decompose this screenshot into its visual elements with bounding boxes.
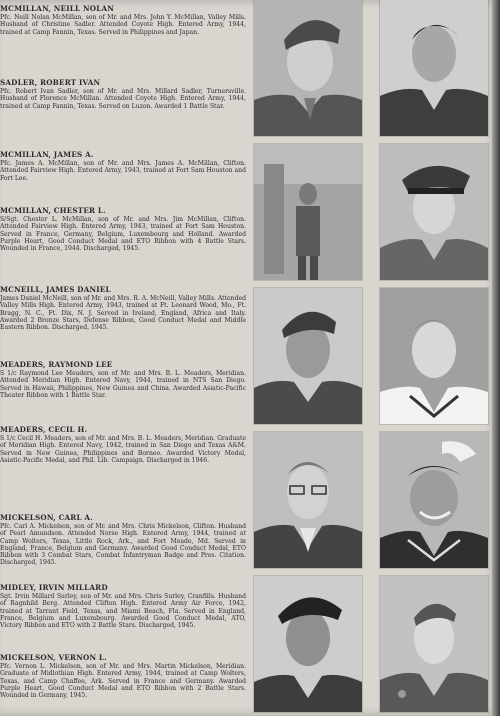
entry-bio: Sgt. Irvin Millard Surley, son of Mr. and Mrs. Chris Surley, Cranfills. Husband of Ragnhild Berg. Attended Clifton High. Entered Army Air Force, 1942, trained at Tarrant Field, Texas, and Miami Beach, Fla. Served in England, France, Belgium and Luxembourg. Awarded Good Conduct Medal, ATO, Victory Ribbon and ETO with 2 Battle Stars. Discharged, 1945.	[0, 593, 246, 629]
entry-name: MCNEILL, JAMES DANIEL	[0, 285, 111, 294]
entry-name: MICKELSON, CARL A.	[0, 513, 93, 522]
page-edge-shadow	[492, 0, 500, 716]
entry-name: MCMILLAN, NEILL NOLAN	[0, 4, 115, 13]
entry-bio: Pfc. Vernon L. Mickelson, son of Mr. and Mrs. Martin Mickelson, Meridian. Graduate of Midlothian High. Entered Army, 1944, trained at Camp Wolters, Texas, and Camp Chaffee, Ark. Served in France and Germany. Awarded Purple Heart, Good Conduct Medal and ETO Ribbon with 2 Battle Stars. Wounded in Germany, 1945.	[0, 663, 246, 699]
entry-bio: S 1/c Cecil H. Meaders, son of Mr. and Mrs. B. L. Meaders, Meridian. Graduate of Meridian High. Entered Navy, 1942, trained in San Diego and Texas A&M. Served in New Guinea, Philippines and Borneo. Awarded Victory Medal, Asiatic-Pacific Medal, and Phil. Lib. Campaign. Discharged in 1946.	[0, 435, 246, 464]
biography-column	[0, 0, 248, 716]
entry-name: SADLER, ROBERT IVAN	[0, 78, 101, 87]
entry-james-a-mcmillan	[0, 150, 246, 202]
entry-chester-l-mcmillan	[0, 206, 246, 282]
portrait-photo	[254, 288, 362, 424]
entry-bio: S 1/c Raymond Lee Meaders, son of Mr. and Mrs. B. L. Meaders, Meridian. Attended Meridian High. Entered Navy, 1944, trained in NTS San Diego. Served in Hawaii, Philippines, New Guinea and China. Awarded Asiatic-Pacific Theater Ribbon with 1 Battle Star.	[0, 370, 246, 399]
entry-name: MCMILLAN, JAMES A.	[0, 150, 94, 159]
entry-name: MEADERS, RAYMOND LEE	[0, 360, 113, 369]
entry-name: MICKELSON, VERNON L.	[0, 653, 107, 662]
entry-name: MIDLEY, IRVIN MILLARD	[0, 583, 108, 592]
entry-bio: Pfc. Neill Nolan McMillan, son of Mr. and Mrs. John Y. McMillan, Valley Mills. Husband of Christine Sadler. Attended Coyote High. Entered Army, 1944, trained at Camp Fannin, Texas. Served in Philippines and Japan.	[0, 14, 246, 36]
entry-bio: James Daniel McNeill, son of Mr. and Mrs. R. A. McNeill, Valley Mills. Attended Valley Mills High. Entered Army, 1943, trained at Ft. Leonard Wood, Mo., Ft. Bragg, N. C., Ft. Dix, N. J. Served in Ireland, England, Africa and Italy. Awarded 2 Bronze Stars, Defense Ribbon, Good Conduct Medal and Middle Eastern Ribbon. Discharged, 1945.	[0, 295, 246, 331]
entry-irvin-millard-surley	[0, 583, 246, 651]
entry-name: MEADERS, CECIL H.	[0, 425, 88, 434]
entry-carl-a-mickelson	[0, 513, 246, 583]
entry-name: MCMILLAN, CHESTER L.	[0, 206, 106, 215]
portrait-photo	[254, 432, 362, 568]
entry-cecil-h-meaders	[0, 425, 246, 505]
entry-vernon-l-mickelson	[0, 653, 246, 713]
entry-james-daniel-mcneill	[0, 285, 246, 357]
portrait-photo	[380, 576, 488, 712]
entry-bio: S/Sgt. Chester L. McMillan, son of Mr. and Mrs. Jim McMillan, Clifton. Attended Fairview High. Entered Army, 1943, trained at Fort Sam Houston. Served in France, Germany, Belgium, Luxembourg and Holland. Awarded Purple Heart, Good Conduct Medal and ETO Ribbon with 4 Battle Stars. Wounded in France, 1944. Discharged, 1945.	[0, 216, 246, 252]
portrait-photo	[380, 432, 488, 568]
entry-bio: Pfc. Robert Ivan Sadler, son of Mr. and Mrs. Millard Sadler, Turnersville. Husband of Florence McMillan. Attended Coyote High. Entered Army, 1944, trained at Camp Fannin, Texas. Served on Luzon. Awarded 1 Battle Star.	[0, 88, 246, 110]
portrait-photo	[380, 0, 488, 136]
portrait-photo	[254, 0, 362, 136]
portrait-photo	[380, 288, 488, 424]
portrait-photo	[254, 576, 362, 712]
portrait-photo	[254, 144, 362, 280]
entry-raymond-lee-meaders	[0, 360, 246, 422]
portrait-photo	[380, 144, 488, 280]
entry-bio: Pfc. Carl A. Mickelson, son of Mr. and Mrs. Chris Mickelson, Clifton. Husband of Pearl Amundson. Attended Norse High. Entered Army, 1944, trained at Camp Wolters, Texas, Little Rock, Ark., and Fort Meade, Md. Served in England, France, Belgium and Germany. Awarded Good Conduct Medal, ETO Ribbon with 3 Combat Stars, Combat Infantryman Badge and Pres. Citation. Discharged, 1945.	[0, 523, 246, 567]
entry-neill-nolan-mcmillan	[0, 4, 246, 70]
entry-robert-ivan-sadler	[0, 78, 246, 138]
entry-bio: Pfc. James A. McMillan, son of Mr. and Mrs. James A. McMillan, Clifton. Attended Fairview High. Entered Army, 1943, trained at Fort Sam Houston and Fort Lee.	[0, 160, 246, 182]
